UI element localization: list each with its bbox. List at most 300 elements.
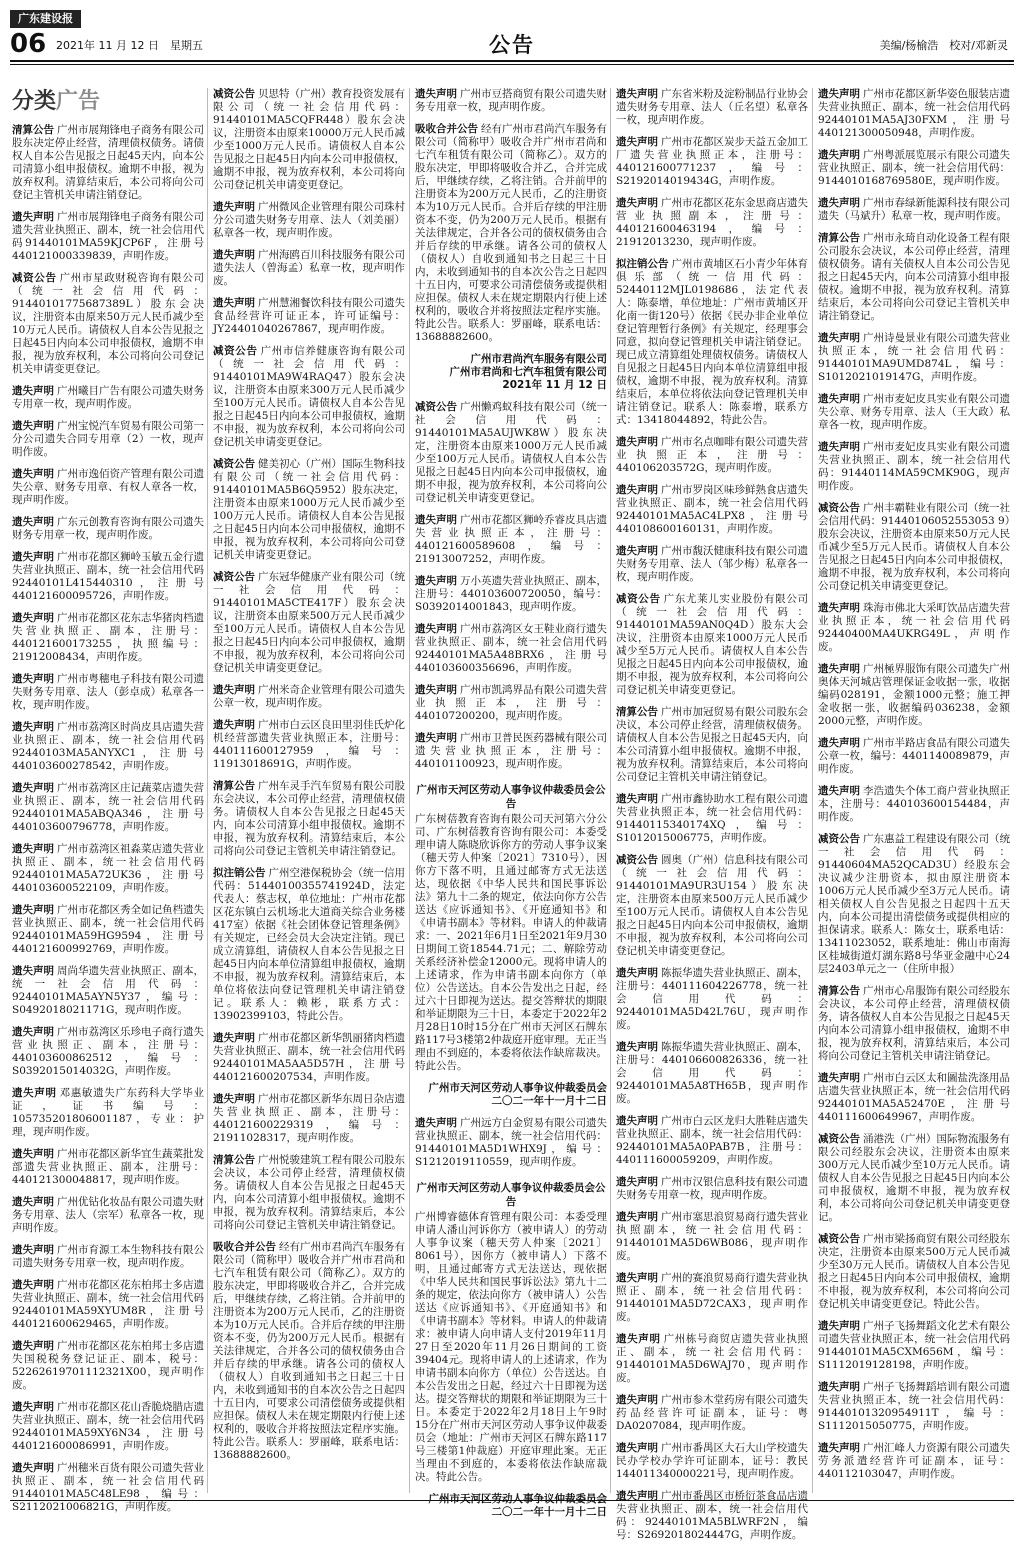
header-rule-thin xyxy=(10,64,1014,65)
ad-keyword: 遗失声明 xyxy=(12,420,54,432)
column-4 xyxy=(616,88,808,1541)
classified-ad xyxy=(616,484,808,536)
ad-keyword: 遗失声明 xyxy=(12,612,54,624)
ad-text: 广州市塞思浪贸易商行遗失营业执照副本，统一社会信用代码：91440101MA5D6WB086，现声明作废。 xyxy=(616,1211,808,1262)
ad-keyword: 遗失声明 xyxy=(818,737,860,749)
classified-title-light: 广告 xyxy=(56,89,101,114)
column-divider xyxy=(207,88,208,1493)
ad-keyword: 遗失声明 xyxy=(818,197,860,209)
classified-ad xyxy=(213,88,405,192)
ad-text: 广州市花都区花东金思商店遗失营业执照副本，注册号：440121600463194，编号：21912013230，现声明作废。 xyxy=(616,197,808,248)
ad-keyword: 遗失声明 xyxy=(818,785,860,797)
header-rule xyxy=(10,60,1014,62)
ad-keyword: 遗失声明 xyxy=(616,1211,658,1223)
notice-signature xyxy=(415,1493,607,1519)
ad-keyword: 遗失声明 xyxy=(818,1381,860,1393)
ad-text: 广州市半路店食品有限公司遗失公章一枚，编号：4401140089879，声明作废。 xyxy=(818,737,1010,775)
ad-keyword: 遗失声明 xyxy=(616,88,658,100)
ad-text: 广东冠华健康产业有限公司（统一社会信用代码：91440101MA5CTE417F）股东会决议，注册资本由原来500万元人民币减少至100万元人民币。请债权人自本公告见报之日起45日内向本公司申报债权，逾期不申报，视为放弃权利，本公司将向公司登记机关申请变更登记。 xyxy=(213,571,405,674)
ad-keyword: 遗失声明 xyxy=(12,385,54,397)
ad-keyword: 遗失声明 xyxy=(213,1032,255,1044)
classified-ad xyxy=(12,468,204,507)
classified-ad xyxy=(12,721,204,773)
classified-ad xyxy=(616,706,808,784)
ad-text: 广州市加冠贸易有限公司股东会决议，本公司停止经营，清理债权债务。请债权人自本公告见报之日起45天内，向本公司清算小组申报债权。逾期不申报，视为放弃权利。清算结束后，本公司将向公司登记主管机关申请注销登记。 xyxy=(616,706,808,783)
classified-ad xyxy=(818,785,1010,824)
ad-keyword: 遗失声明 xyxy=(12,1462,54,1474)
classified-ad xyxy=(12,843,204,895)
signature-line: 广州市天河区劳动人事争议仲裁委员会 xyxy=(428,1082,607,1094)
ad-text: 广州市白云区太和圖盐洗涤用品店遗失营业执照正本，统一社会信用代码92440101MA5A52470E，注册号440111600649967，声明作废。 xyxy=(818,1072,1010,1123)
classified-ad xyxy=(12,1279,204,1331)
ad-keyword: 清算公告 xyxy=(818,985,860,997)
ad-text: 广东元创教育咨询有限公司遗失财务专用章一枚，现声明作废。 xyxy=(12,516,204,541)
ad-keyword: 遗失声明 xyxy=(213,249,255,261)
ad-text: 广州市心帛服饰有限公司经股东会决议，本公司停止经营，清理债权债务，请各债权人自本公告见报之日起45天内向本公司清算小组申报债权，逾期不申报，视为放弃权利，清算结束后，本公司将向公司登记主管机关申请注销登记。 xyxy=(818,985,1010,1062)
ad-text: 广州極界服饰有限公司遗失广州奥体天河城店管理保证金收据一张，收据编码028191，金额1000元整；施工押金收据一张，收据编码036238，金额2000元整，声明作废。 xyxy=(818,663,1010,727)
ad-text: 广州市黄埔区石小青少年体育俱乐部（统一信用代码：52440112MJL0198686，法定代表人：陈泰增，单位地址：广州市黄埔区开化南一街120号）依据《民办非企业单位登记管理暂行条例》有关规定，经理事会同意，拟向登记管理机关申请注销登记。现已成立清算组处理债权债务。请债权人自见报之日起45日内向本单位清算组申报债权，逾期不申报，视为放弃权利。清算结束后，本单位将依法向登记管理机关申请注销登记。联系人：陈泰增，联系方式：13418044892，特此公告。 xyxy=(616,258,808,426)
ad-keyword: 遗失声明 xyxy=(616,1041,658,1053)
ad-text: 健美初心（广州）国际生物科技有限公司（统一社会信用代码：91440101MA5B6Q5952）股东决定，注册资本由原来1000万元人民币减少至100万元人民币。请债权人自本公告见报之日起45日内向本公司申报债权，逾期不申报，视为放弃权利，本公司将向公司登记机关申请变更登记。 xyxy=(213,458,405,561)
classified-ad xyxy=(415,1117,607,1169)
ad-text: 广州的赛浪贸易商行遗失营业执照正、副本，统一社会信用代码：91440101MA5D72CAX3，现声明作废。 xyxy=(616,1272,808,1323)
ad-text: 广州市花都区狮岭玉敏五金行遗失营业执照正、副本，统一社会信用代码92440101L415440310，注册号440121600095726，声明作废。 xyxy=(12,551,204,602)
ad-keyword: 遗失声明 xyxy=(12,843,54,855)
ad-keyword: 减资公告 xyxy=(818,833,860,845)
classified-ad xyxy=(213,458,405,562)
ad-keyword: 遗失声明 xyxy=(12,1087,57,1099)
ad-keyword: 遗失声明 xyxy=(213,719,255,731)
ad-keyword: 减资公告 xyxy=(616,854,658,866)
classified-ad xyxy=(616,854,808,958)
ad-text: 广州市荔湾区女王鞋业商行遗失营业执照正、副本，统一社会信用代码92440101MA5A48BRX6，注册号440103600356696，声明作废。 xyxy=(415,623,607,674)
classified-ad xyxy=(213,867,405,1023)
ad-text: 广州市花都区新华凯丽猪肉档遗失营业执照正、副本，统一社会信用代码92440101MA5AA5D57H，注册号440121600207534，声明作废。 xyxy=(213,1032,405,1083)
ad-keyword: 遗失声明 xyxy=(12,721,54,733)
signature-line: 广州市君尚汽车服务有限公司 xyxy=(470,353,607,365)
ad-keyword: 遗失声明 xyxy=(213,297,255,309)
ad-keyword: 遗失声明 xyxy=(415,88,457,100)
ad-keyword: 遗失声明 xyxy=(616,1115,658,1127)
ad-text: 广州市荔湾区庄记蔬菜店遗失营业执照正、副本，统一社会信用代码92440101MA5ABQA346，注册号440103600796778，声明作废。 xyxy=(12,782,204,833)
classified-ad xyxy=(818,1133,1010,1224)
date-line: 2021年 11 月 12 日 星期五 xyxy=(56,39,203,52)
column-5 xyxy=(818,88,1010,1496)
classified-ad xyxy=(616,258,808,427)
classified-ad xyxy=(818,737,1010,776)
ad-keyword: 遗失声明 xyxy=(415,623,457,635)
ad-keyword: 拟注销公告 xyxy=(213,867,266,879)
classified-ad xyxy=(616,593,808,697)
ad-text: 广州微风企业管理有限公司珠村分公司遗失财务专用章、法人（刘美丽）私章各一枚，现声明作废。 xyxy=(213,201,405,239)
column-2 xyxy=(213,88,405,1496)
classified-ad xyxy=(616,197,808,249)
ad-keyword: 遗失声明 xyxy=(616,1333,661,1345)
ad-keyword: 遗失声明 xyxy=(818,602,860,614)
classified-ad xyxy=(415,813,607,1073)
editor-credits: 美编/杨榆浩 校对/邓新灵 xyxy=(879,39,1008,52)
ad-keyword: 减资公告 xyxy=(213,571,255,583)
ad-text: 广州市展翔锋电子商务有限公司股东决定停止经营，清理债权债务。请债权人自本公告见报之日起45天内，向本公司清算小组申报债权。逾期不申报，视为放弃权利。清算结束后，本公司将向公司登记主管机关申请注销登记。 xyxy=(12,124,204,201)
ad-keyword: 减资公告 xyxy=(213,345,258,357)
ad-text: 广州市花都区新华宜生蔬菜批发部遗失营业执照正、副本，注册号：440121300048817，现声明作废。 xyxy=(12,1148,204,1186)
classified-ad xyxy=(415,684,607,723)
signature-line: 二〇二一年十一月十二日 xyxy=(491,1095,607,1107)
ad-keyword: 遗失声明 xyxy=(12,468,54,480)
classified-ad xyxy=(818,1233,1010,1311)
classified-ad xyxy=(616,1394,808,1433)
classified-ad xyxy=(818,1381,1010,1433)
ad-text: 广州市凯鸿界品有限公司遗失营业执照正本，注册号：440107200200，现声明作废。 xyxy=(415,684,607,722)
signature-line: 广州市天河区劳动人事争议仲裁委员会 xyxy=(428,1493,607,1505)
ad-keyword: 遗失声明 xyxy=(12,782,54,794)
signature-line: 二〇二一年十一月十二日 xyxy=(491,1506,607,1518)
ad-text: 广州市番禺区大石大山学校遗失民办学校办学许可证副本，证号：教民144011340000221号，现声明作废。 xyxy=(616,1442,808,1480)
classified-ad xyxy=(213,1154,405,1232)
ad-text: 广州穗米百货有限公司遗失营业执照正、副本，统一社会信用代码91440101MA5C48LE98，编号：S2112021006821G，声明作废。 xyxy=(12,1462,204,1513)
section-title: 公告 xyxy=(489,33,535,57)
ad-keyword: 遗失声明 xyxy=(12,1196,54,1208)
ad-text: 陈振华遗失营业执照正、副本，注册号：440111604226778，统一社会信用代码：92440101MA5D42L76U，现声明作废。 xyxy=(616,967,808,1031)
classified-ad xyxy=(616,88,808,127)
ad-text: 广州市荔湾区乐珍电子商行遗失营业执照正、副本，注册号：440103600862512，编号：S0392015014032G，声明作废。 xyxy=(12,1026,204,1077)
ad-text: 陈振华遗失营业执照正、副本，注册号：440106600826336，统一社会信用代码：92440101MA5A8TH65B，现声明作废。 xyxy=(616,1041,808,1105)
ad-keyword: 遗失声明 xyxy=(415,1117,457,1129)
classified-ad xyxy=(616,436,808,475)
ad-text: 广州子飞扬舞蹈培训有限公司遗失营业执照正本，统一社会信用代码：91440101320954911T，编号：S1112015050775，声明作废。 xyxy=(818,1381,1010,1432)
ad-text: 李浩遗失个体工商户营业执照正本，注册号：440103600154484，声明作废。 xyxy=(818,785,1010,823)
ad-text: 广州车灵手汽车贸易有限公司股东会决议，本公司停止经营，清理债权债务。请债权人自本公告见报之日起45天内，向本公司清算小组申报债权。逾期不申报，视为放弃权利。清算结束后，本公司将向公司登记主管机关申请注销登记。 xyxy=(213,780,405,857)
classified-ad xyxy=(12,1244,204,1270)
ad-keyword: 遗失声明 xyxy=(818,88,860,100)
notice-title: 广州市天河区劳动人事争议仲裁委员会公告 xyxy=(416,784,606,810)
ad-text: 广州米奇企业管理有限公司遗失公章一枚，现声明作废。 xyxy=(213,684,405,709)
ad-keyword: 清算公告 xyxy=(818,232,860,244)
column-divider xyxy=(812,88,813,1493)
classified-ad xyxy=(213,571,405,675)
classified-ad xyxy=(616,1041,808,1106)
classified-ad xyxy=(818,1320,1010,1372)
ad-keyword: 遗失声明 xyxy=(12,673,54,685)
ad-text: 广州市逸佰资产管理有限公司遗失公章、财务专用章、有权人章各一枚，现声明作废。 xyxy=(12,468,204,506)
ad-keyword: 减资公告 xyxy=(415,401,457,413)
ad-keyword: 遗失声明 xyxy=(616,484,658,496)
ad-keyword: 遗失声明 xyxy=(616,1394,658,1406)
classified-ad xyxy=(616,545,808,584)
ad-keyword: 清算公告 xyxy=(213,780,255,792)
ad-keyword: 遗失声明 xyxy=(818,1072,860,1084)
footer-rule xyxy=(10,1500,1014,1501)
classified-ad xyxy=(213,719,405,771)
classified-ad xyxy=(818,602,1010,654)
paper-name: 广东建设报 xyxy=(10,10,81,28)
ad-text: 广州市花都区花东志华猪肉档遗失营业执照正、副本，注册号：440121600173255，执照编号：21912008434，声明作废。 xyxy=(12,612,204,663)
column-divider xyxy=(409,88,410,1493)
ad-keyword: 清算公告 xyxy=(12,124,54,136)
ad-text: 广州市花都区花山香脆烧腊店遗失营业执照正、副本，统一社会信用代码92440101MA59XY6N34，注册号440121600086991，声明作废。 xyxy=(12,1401,204,1452)
ad-text: 广州市花都区花东柏邦士多店遗失国税税务登记证正、副本，税号：52262619701112321X00，现声明作废。 xyxy=(12,1340,204,1391)
ad-text: 广州市星政财税咨询有限公司（统一社会信用代码：91440101775687389L）股东会决议，注册资本由原来50万元人民币减少至10万元人民币。请债权人自本公告见报之日起45日内向本公司申报债权，逾期不申报，视为放弃权利，本公司将向公司登记机关申请变更登记。 xyxy=(12,272,204,375)
ad-text: 广州市罗岗区味珍鲜熟食店遗失营业执照正、副本，统一社会信用代码92440101MA5AC4LPX8，注册号440108600160131，声明作废。 xyxy=(616,484,808,535)
ad-keyword: 遗失声明 xyxy=(12,904,54,916)
ad-keyword: 遗失声明 xyxy=(818,1442,860,1454)
classified-ad xyxy=(616,967,808,1032)
classified-ad xyxy=(12,1340,204,1392)
classified-ad xyxy=(12,385,204,411)
classified-ad xyxy=(12,211,204,263)
ad-text: 广州市麦妃皮具实业有限公司遗失营业执照正、副本，统一社会信用代码：91440114MA59CMK90G，现声明作废。 xyxy=(818,441,1010,492)
classified-ad xyxy=(415,401,607,505)
ad-text: 广州市汉银信息科技有限公司遗失财务专用章一枚，现声明作废。 xyxy=(616,1176,808,1201)
classified-ad xyxy=(415,88,607,114)
classified-ad xyxy=(616,136,808,188)
ad-text: 广州曦目广告有限公司遗失财务专用章一枚，现声明作废。 xyxy=(12,385,204,410)
ad-keyword: 遗失声明 xyxy=(12,1148,54,1160)
ad-keyword: 拟注销公告 xyxy=(616,258,669,270)
classified-ad xyxy=(213,345,405,449)
ad-text: 广州市花都区炭步天益五金加工厂遗失营业执照正本，注册号：440121600771237，编号：S2192014019434G，声明作废。 xyxy=(616,136,808,187)
classified-ad xyxy=(12,272,204,376)
classified-ad xyxy=(12,965,204,1017)
classified-ad xyxy=(616,1115,808,1167)
ad-keyword: 遗失声明 xyxy=(616,545,658,557)
ad-keyword: 吸收合并公告 xyxy=(415,123,478,135)
ad-text: 广州市花都区花东柏邦士多店遗失营业执照正、副本，统一社会信用代码92440101MA59XYUM8R，注册号440121600629465，声明作废。 xyxy=(12,1279,204,1330)
classified-ad xyxy=(616,793,808,845)
ad-text: 广州市花都区新华姿色服装店遗失营业执照正、副本，统一社会信用代码92440101MA5AJ30FXM，注册号440121300050948，声明作废。 xyxy=(818,88,1010,139)
ad-text: 广州丰霸鞋业有限公司（统一社会信用代码：91440106052553053 9）股东会决议，注册资本由原来50万元人民币减少至5万元人民币。请债权人自本公告见报之日起45日内向本公司申报债权，逾期不申报，视为放弃权利，本公司将向公司登记机关申请变更登记。 xyxy=(818,502,1010,592)
column-1 xyxy=(12,88,204,1513)
ad-keyword: 遗失声明 xyxy=(12,1279,54,1291)
classified-ad xyxy=(12,1148,204,1187)
ad-text: 广州远方白金贸易有限公司遗失营业执照正、副本，统一社会信用代码：91440101MA5D1WHX9J，编号：S1212019110559，现声明作废。 xyxy=(415,1117,607,1168)
ad-text: 广东尤莱儿实业股份有限公司（统一社会信用代码：91440101MA59AN0Q4D）股东大会决议，注册资本由原来1000万元人民币减少至5万元人民币。请债权人自本公告见报之日起45日内向本公司申报债权，逾期不申报，视为放弃权利，本公司将向公司登记机关申请变更登记。 xyxy=(616,593,808,696)
ad-text: 广州海鸥百川科技服务有限公司遗失法人（曾海孟）私章一枚，现声明作废。 xyxy=(213,249,405,287)
ad-text: 广州博睿德体育管理有限公司：本委受理申请人潘山河诉你方（被申请人）的劳动人事争议案（穗天劳人仲案〔2021〕8061号），因你方（被申请人）下落不明，且通过邮寄方式无法送达，现依据《中华人民共和国民事诉讼法》第九十二条的规定，依法向你方（被申请人）公告送达《应诉通知书》、《开庭通知书》和《申请书副本》等材料。申请人的仲裁请求：被申请人向申请人支付2019年11月27日至2020年11月26日期间的工资39404元。现将申请人的上述请求，作为申请书副本向你方（单位）公告送达。自本公告发出之日起，经过六十日即视为送达。提交答辩状的期限和举证期限为三十日。本委定于2022年2月18日上午9时15分在广州市天河区劳动人事争议仲裁委员会（地址：广州市天河区石牌东路117号三楼第1仲裁庭）开庭审理此案。无正当理由不到庭的，本委将依法作缺席裁决。特此公告。 xyxy=(415,1211,607,1483)
ad-text: 广州市馥沃健康科技有限公司遗失财务专用章、法人（邹少梅）私章各一枚，现声明作废。 xyxy=(616,545,808,583)
ad-text: 周尚华遗失营业执照正、副本，统一社会信用代码：92440101MA5AYN5Y37，编号：S0492018021171G，现声明作废。 xyxy=(12,965,204,1016)
ad-keyword: 遗失声明 xyxy=(616,1176,658,1188)
ad-keyword: 遗失声明 xyxy=(12,211,54,223)
classified-ad xyxy=(415,732,607,771)
ad-text: 广州市展翔锋电子商务有限公司遗失营业执照正、副本，统一社会信用代码91440101MA59KJCP6F，注册号440121000339839，声明作废。 xyxy=(12,211,204,262)
classified-ad xyxy=(12,420,204,459)
classified-title-dark: 分类 xyxy=(12,89,57,114)
signature-line: 广州市君尚和七汽车租赁有限公司 xyxy=(449,366,607,378)
classified-ad xyxy=(818,441,1010,493)
classified-ad xyxy=(415,1211,607,1484)
classified-ad xyxy=(213,1032,405,1084)
ad-keyword: 遗失声明 xyxy=(818,393,860,405)
ad-keyword: 遗失声明 xyxy=(213,684,255,696)
ad-keyword: 遗失声明 xyxy=(213,201,255,213)
ad-text: 经有广州市君尚汽车服务有限公司（简称甲）吸收合并广州市君尚和七汽车租赁有限公司（简称乙）。双方的股东决定，甲即将吸收合并乙，合并完成后，甲继续存续，乙将注销。合并前甲的注册资本为200万元人民币，乙的注册资本为10万元人民币。合并后存续的甲注册资本不变，仍为200万元人民币。根据有关法律规定，合并各公司的债权债务由合并后存续的甲承继。请各公司的债权人（债权人）自收到通知书之日起三十日内，未收到通知书的自本次公告之日起四十五日内，可要求公司清偿债务或提供相应担保。债权人未在规定期限内行使上述权利的，吸收合并将按照法定程序实施。特此公告。联系人：罗丽峰，联系电话：13688882600。 xyxy=(415,123,607,343)
ad-keyword: 遗失声明 xyxy=(415,514,457,526)
ad-keyword: 遗失声明 xyxy=(616,436,658,448)
ad-text: 邓惠敏遗失广东药科大学毕业证，证书编号：105735201806001187，专业：护理，现声明作废。 xyxy=(12,1087,204,1138)
ad-text: 广州市名点咖啡有限公司遗失营业执照正本，注册号：440106203572G，现声明作废。 xyxy=(616,436,808,474)
ad-text: 贝思特（广州）教育投资发展有限公司（统一社会信用代码：91440101MA5CQFR448）股东会决议，注册资本由原来10000万元人民币减少至1000万元人民币。请债权人自本公告见报之日起45日内向本公司申报债权，逾期不申报，视为放弃权利，本公司将向公司登记机关申请变更登记。 xyxy=(213,88,405,191)
classified-ad xyxy=(213,1241,405,1462)
ad-keyword: 减资公告 xyxy=(818,1133,860,1145)
ad-text: 广州市番禺区市桥衍茶食品店遗失营业执照正、副本，统一社会信用代码：92440101MA5BLWRF2N，编号：S2692018024447G，声明作废。 xyxy=(616,1490,808,1541)
ad-text: 广州市永琦自动化设备工程有限公司股东会决议，本公司停止经营，清理债权债务。请有关债权人自本公司公告见报之日起45天内，向本公司清算小组申报债权。逾期不申报，视为放弃权利。清算结束后，本公司将向公司登记主管机关申请注销登记。 xyxy=(818,232,1010,322)
ad-text: 广州市粤穗电子科技有限公司遗失财务专用章、法人（彭卓成）私章各一枚，现声明作废。 xyxy=(12,673,204,711)
ad-text: 广州优钻化妆品有限公司遗失财务专用章、法人（宗军）私章各一枚，现声明作废。 xyxy=(12,1196,204,1234)
ad-keyword: 减资公告 xyxy=(818,1233,860,1245)
ad-text: 广州懒鸡蚁科技有限公司（统一社会信用代码：91440101MA5AUJWK8W）股东决定，注册资本由原来1000万元人民币减少至100万元人民币。请债权人自本公告见报之日起45日内向本公司申报债权，逾期不申报，视为放弃权利，本公司将向公司登记机关申请变更登记。 xyxy=(415,401,607,504)
classified-ad xyxy=(415,123,607,344)
notice-signature xyxy=(415,353,607,392)
ad-text: 圆奥（广州）信息科技有限公司（统一社会信用代码：91440101MA9UR3U154）股东决定，注册资本由原来500万元人民币减少至100万元人民币。请债权人自本公告见报之日起45日内向本公司申报债权，逾期不申报，视为放弃权利，本公司将向公司登记机关申请变更登记。 xyxy=(616,854,808,957)
ad-text: 广州诗曼景业有限公司遗失营业执照正本，统一社会信用代码：91440101MA9UMD874L，编号：S1012021019147G，声明作废。 xyxy=(818,332,1010,383)
classified-ad xyxy=(818,502,1010,593)
column-divider xyxy=(610,88,611,1493)
ad-text: 广州市卫普民医药器械有限公司遗失营业执照正本，注册号：440101100923，现声明作废。 xyxy=(415,732,607,770)
classified-title xyxy=(12,88,204,116)
ad-text: 广州市春绿新能源科技有限公司遗失（马斌升）私章一枚，现声明作废。 xyxy=(818,197,1010,222)
ad-keyword: 减资公告 xyxy=(12,272,57,284)
ad-text: 广州市花都区狮岭乔睿皮具店遗失营业执照正本，注册号：440121600589608，编号：21913007252，声明作废。 xyxy=(415,514,607,565)
column-3 xyxy=(415,88,607,1518)
signature-line: 2021年 11 月 12 日 xyxy=(502,379,607,391)
classified-ad xyxy=(415,514,607,566)
classified-ad xyxy=(213,1093,405,1145)
classified-ad xyxy=(616,1211,808,1263)
ad-keyword: 遗失声明 xyxy=(616,1442,658,1454)
ad-text: 广州市白云区龙归大胜鞋店遗失营业执照正、副本，统一社会信用代码：92440101MA5A0PAB7B，注册号：440111600059209，声明作废。 xyxy=(616,1115,808,1166)
ad-text: 广州市荔湾区时尚皮具店遗失营业执照正、副本，统一社会信用代码92440103MA5ANYXC1，注册号440103600278542，声明作废。 xyxy=(12,721,204,772)
ad-text: 珠海市佛北大采町饮品店遗失营业执照正本，统一社会信用代码92440400MA4UKRG49L，声明作废。 xyxy=(818,602,1010,653)
classified-ad xyxy=(213,297,405,336)
classified-ad xyxy=(818,393,1010,432)
ad-keyword: 遗失声明 xyxy=(415,732,457,744)
classified-ad xyxy=(818,232,1010,323)
ad-text: 广州慧湘餐饮科技有限公司遗失食品经营许可证正本，许可证编号：JY24401040267867，现声明作废。 xyxy=(213,297,405,335)
ad-keyword: 遗失声明 xyxy=(415,575,457,587)
ad-keyword: 遗失声明 xyxy=(616,1272,658,1284)
ad-text: 广东惠益工程建设有限公司（统一社会信用代码：91440604MA52QCAD3U）经股东会决议减少注册资本，拟由原注册资本1006万元人民币减少至3万元人民币。请相关债权人自公告见报之日起四十五天内，向本公司提出清偿债务或提供相应的担保请求。联系人：陈女士，联系电话：13411023052，联系地址：佛山市南海区桂城街道灯湖东路8号华亚金融中心24层2403单元之一（住所申报） xyxy=(818,833,1010,975)
classified-ad xyxy=(818,663,1010,728)
ad-text: 广州市育源工本生物科技有限公司遗失财务专用章一枚，现声明作废。 xyxy=(12,1244,204,1269)
ad-keyword: 遗失声明 xyxy=(213,1093,255,1105)
classified-ad xyxy=(213,201,405,240)
classified-ad xyxy=(12,782,204,834)
ad-text: 广州市白云区良田里羽佳氏炉化机经营部遗失营业执照正本，注册号：440111600127959，编号：11913018691G，声明作废。 xyxy=(213,719,405,770)
ad-keyword: 遗失声明 xyxy=(12,516,54,528)
ad-text: 广州市花都区新华东周日杂店遗失营业执照正、副本，注册号：440121600229319，编号：21911028317，现声明作废。 xyxy=(213,1093,405,1144)
classified-ad xyxy=(12,1196,204,1235)
ad-text: 广州悦骏建筑工程有限公司股东会决议，本公司停止经营，清理债权债务。请债权人自本公告见报之日起45天内，向本公司清算小组申报债权。逾期不申报，视为放弃权利。清算结束后，本公司将向公司登记主管机关申请注销登记。 xyxy=(213,1154,405,1231)
ad-text: 广州市鑫协助水工程有限公司遗失营业执照正本，统一社会信用代码：91440115340174XQ，编号：S1012015006775，声明作废。 xyxy=(616,793,808,844)
classified-ad xyxy=(818,88,1010,140)
ad-keyword: 减资公告 xyxy=(616,593,661,605)
classified-ad xyxy=(213,780,405,858)
classified-ad xyxy=(12,516,204,542)
ad-text: 广州粤派展览展示有限公司遗失营业执照正、副本，统一社会信用代码：9144010168769580E，现声明作废。 xyxy=(818,149,1010,187)
ad-text: 广州市信养健康咨询有限公司（统一社会信用代码：91440101MA9W4RAQ47）股东会决议，注册资本由原来300万元人民币减少至100万元人民币。请债权人自本公告见报之日起45日内向本公司申报债权，逾期不申报，视为放弃权利，本公司将向公司登记机关申请变更登记。 xyxy=(213,345,405,448)
ad-keyword: 遗失声明 xyxy=(12,1244,54,1256)
classified-ad xyxy=(12,551,204,603)
classified-ad xyxy=(12,1401,204,1453)
ad-text: 广州市豆搭商贸有限公司遗失财务专用章一枚，现声明作废。 xyxy=(415,88,607,113)
ad-keyword: 遗失声明 xyxy=(616,1490,658,1502)
classified-ad xyxy=(616,1333,808,1385)
ad-keyword: 遗失声明 xyxy=(616,197,658,209)
notice-title: 广州市天河区劳动人事争议仲裁委员会公告 xyxy=(416,1182,606,1208)
ad-text: 广州市梁扬商贸有限公司经股东决定，注册资本由原来500万元人民币减少至30万元人民币。请债权人自本公告见报之日起45日内向本公司申报债权，逾期不申报，视为放弃权利，本公司将向公司登记机关申请变更登记。特此公告。 xyxy=(818,1233,1010,1310)
ad-keyword: 遗失声明 xyxy=(12,1026,54,1038)
classified-ad xyxy=(213,684,405,710)
ad-text: 广州市麦妃皮具实业有限公司遗失公章、财务专用章、法人（王大政）私章各一枚，现声明作废。 xyxy=(818,393,1010,431)
classified-ad xyxy=(12,1026,204,1078)
ad-keyword: 遗失声明 xyxy=(818,663,860,675)
ad-text: 广东树蓓教育咨询有限公司天河第六分公司、广东树蓓教育咨询有限公司：本委受理申请人陈晓欣诉你方的劳动人事争议案（穗天劳人仲案〔2021〕7310号），因你方下落不明，且通过邮寄方式无法送达，现依据《中华人民共和国民事诉讼法》第九十二条的规定，依法向你方公告送达《应诉通知书》、《开庭通知书》和《申请书副本》等材料。申请人的仲裁请求：一、2021年6月1日至2021年9月30日期间工资18544.71元；二、解除劳动关系经济补偿金12000元。现将申请人的上述请求，作为申请书副本向你方（单位）公告送达。自本公告发出之日起，经过六十日即视为送达。提交答辩状的期限和举证期限为三十日，本委定于2022年2月28日10时15分在广州市天河区石牌东路117号3楼第2仲裁庭开庭审理。无正当理由不到庭的，本委将依法作缺席裁决。特此公告。 xyxy=(415,813,607,1072)
classified-ad xyxy=(818,197,1010,223)
ad-keyword: 遗失声明 xyxy=(818,1320,860,1332)
ad-text: 广州宝悦汽车贸易有限公司第一分公司遗失合同专用章（2）一枚，现声明作废。 xyxy=(12,420,204,458)
classified-ad xyxy=(818,332,1010,384)
classified-ad xyxy=(12,612,204,664)
ad-text: 涌港洗（广州）国际物流服务有限公司经股东会决议，注册资本由原来300万元人民币减少至10万元人民币。请债权人自本公告见报之日起45日内向本公司申报债权，逾期不申报，视为放弃权利，本公司将向公司登记机关申请变更登记。 xyxy=(818,1133,1010,1223)
ad-text: 广州市荔湾区祖淼菜店遗失营业执照正、副本，统一社会信用代码92440101MA5A72UK36，注册号440103600522109，声明作废。 xyxy=(12,843,204,894)
classified-ad xyxy=(12,904,204,956)
classified-ad xyxy=(415,623,607,675)
ad-keyword: 遗失声明 xyxy=(616,136,658,148)
classified-ad xyxy=(818,985,1010,1063)
classified-ad xyxy=(616,1272,808,1324)
classified-ad xyxy=(616,1490,808,1542)
ad-keyword: 遗失声明 xyxy=(818,332,860,344)
notice-signature xyxy=(415,1082,607,1108)
ad-keyword: 清算公告 xyxy=(616,706,658,718)
classified-ad xyxy=(616,1176,808,1202)
classified-ad xyxy=(818,1072,1010,1124)
ad-keyword: 遗失声明 xyxy=(12,965,54,977)
classified-ad xyxy=(818,149,1010,188)
ad-keyword: 遗失声明 xyxy=(818,441,860,453)
classified-ad xyxy=(12,673,204,712)
classified-ad xyxy=(12,1462,204,1514)
ad-keyword: 遗失声明 xyxy=(616,967,658,979)
ad-text: 经有广州市君尚汽车服务有限公司（简称甲）吸收合并广州市君尚和七汽车租赁有限公司（简称乙）。双方的股东决定，甲即将吸收合并乙，合并完成后，甲继续存续，乙将注销。合并前甲的注册资本为200万元人民币，乙的注册资本为10万元人民币。合并后存续的甲注册资本不变，仍为200万元人民币。根据有关法律规定，合并各公司的债权债务由合并后存续的甲承继。请各公司的债权人（债权人）自收到通知书之日起三十日内，未收到通知书的自本次公告之日起四十五日内，可要求公司清偿债务或提供相应担保。债权人未在规定期限内行使上述权利的，吸收合并将按照法定程序实施。特此公告。联系人：罗丽峰，联系电话：13688882600。 xyxy=(213,1241,405,1461)
ad-text: 广州子飞扬舞蹈文化艺术有限公司遗失营业执照正本，统一社会信用代码91440101MA5CXM656M，编号：S1112019128198，声明作废。 xyxy=(818,1320,1010,1371)
ad-text: 广州栋号商贸店遗失营业执照正、副本，统一社会信用代码：91440101MA5D6WAJ70，现声明作废。 xyxy=(616,1333,808,1384)
ad-keyword: 遗失声明 xyxy=(12,1401,54,1413)
ad-text: 广州汇峰人力资源有限公司遗失劳务派遣经营许可证副本，证号：440112103047，声明作废。 xyxy=(818,1442,1010,1480)
classified-ad xyxy=(616,1442,808,1481)
page-number: 06 xyxy=(10,29,47,59)
ad-keyword: 吸收合并公告 xyxy=(213,1241,276,1253)
ad-text: 广东省米粉及淀粉制品行业协会遗失财务专用章、法人（丘名望）私章各一枚，现声明作废。 xyxy=(616,88,808,126)
ad-keyword: 减资公告 xyxy=(213,458,255,470)
ad-text: 广州市花都区秀全如记鱼档遗失营业执照正、副本，统一社会信用代码92440101MA59HG9594，注册号440121600992769，声明作废。 xyxy=(12,904,204,955)
ad-keyword: 减资公告 xyxy=(213,88,255,100)
ad-text: 广州空港保税协会（统一信用代码：51440100355741924D，法定代表人：蔡志权，单位地址：广州市花都区花东镇白云机场北大道商关综合业务楼417室）依据《社会团体登记管理条例》有关规定，已经会员大会决定注销。现已成立清算组，请债权人自本公告见报之日起45日内向本单位清算组申报债权，逾期不申报，视为放弃权利。清算结束后，本单位将依法向登记管理机关申请注销登记。联系人：赖彬，联系方式：13902399103，特此公告。 xyxy=(213,867,405,1022)
ad-text: 万小英遗失营业执照正、副本，注册号：440103600720050，编号：S0392014001843，现声明作废。 xyxy=(415,575,607,613)
ad-text: 广州市参木堂药房有限公司遗失药品经营许可证副本，证号：粤DA0207084，现声明作废。 xyxy=(616,1394,808,1432)
ad-keyword: 减资公告 xyxy=(818,502,860,514)
ad-keyword: 遗失声明 xyxy=(12,551,54,563)
ad-keyword: 遗失声明 xyxy=(12,1340,54,1352)
classified-ad xyxy=(12,1087,204,1139)
ad-keyword: 遗失声明 xyxy=(415,684,457,696)
classified-ad xyxy=(213,249,405,288)
classified-ad xyxy=(415,575,607,614)
classified-ad xyxy=(12,124,204,202)
classified-ad xyxy=(818,1442,1010,1481)
ad-keyword: 遗失声明 xyxy=(818,149,860,161)
